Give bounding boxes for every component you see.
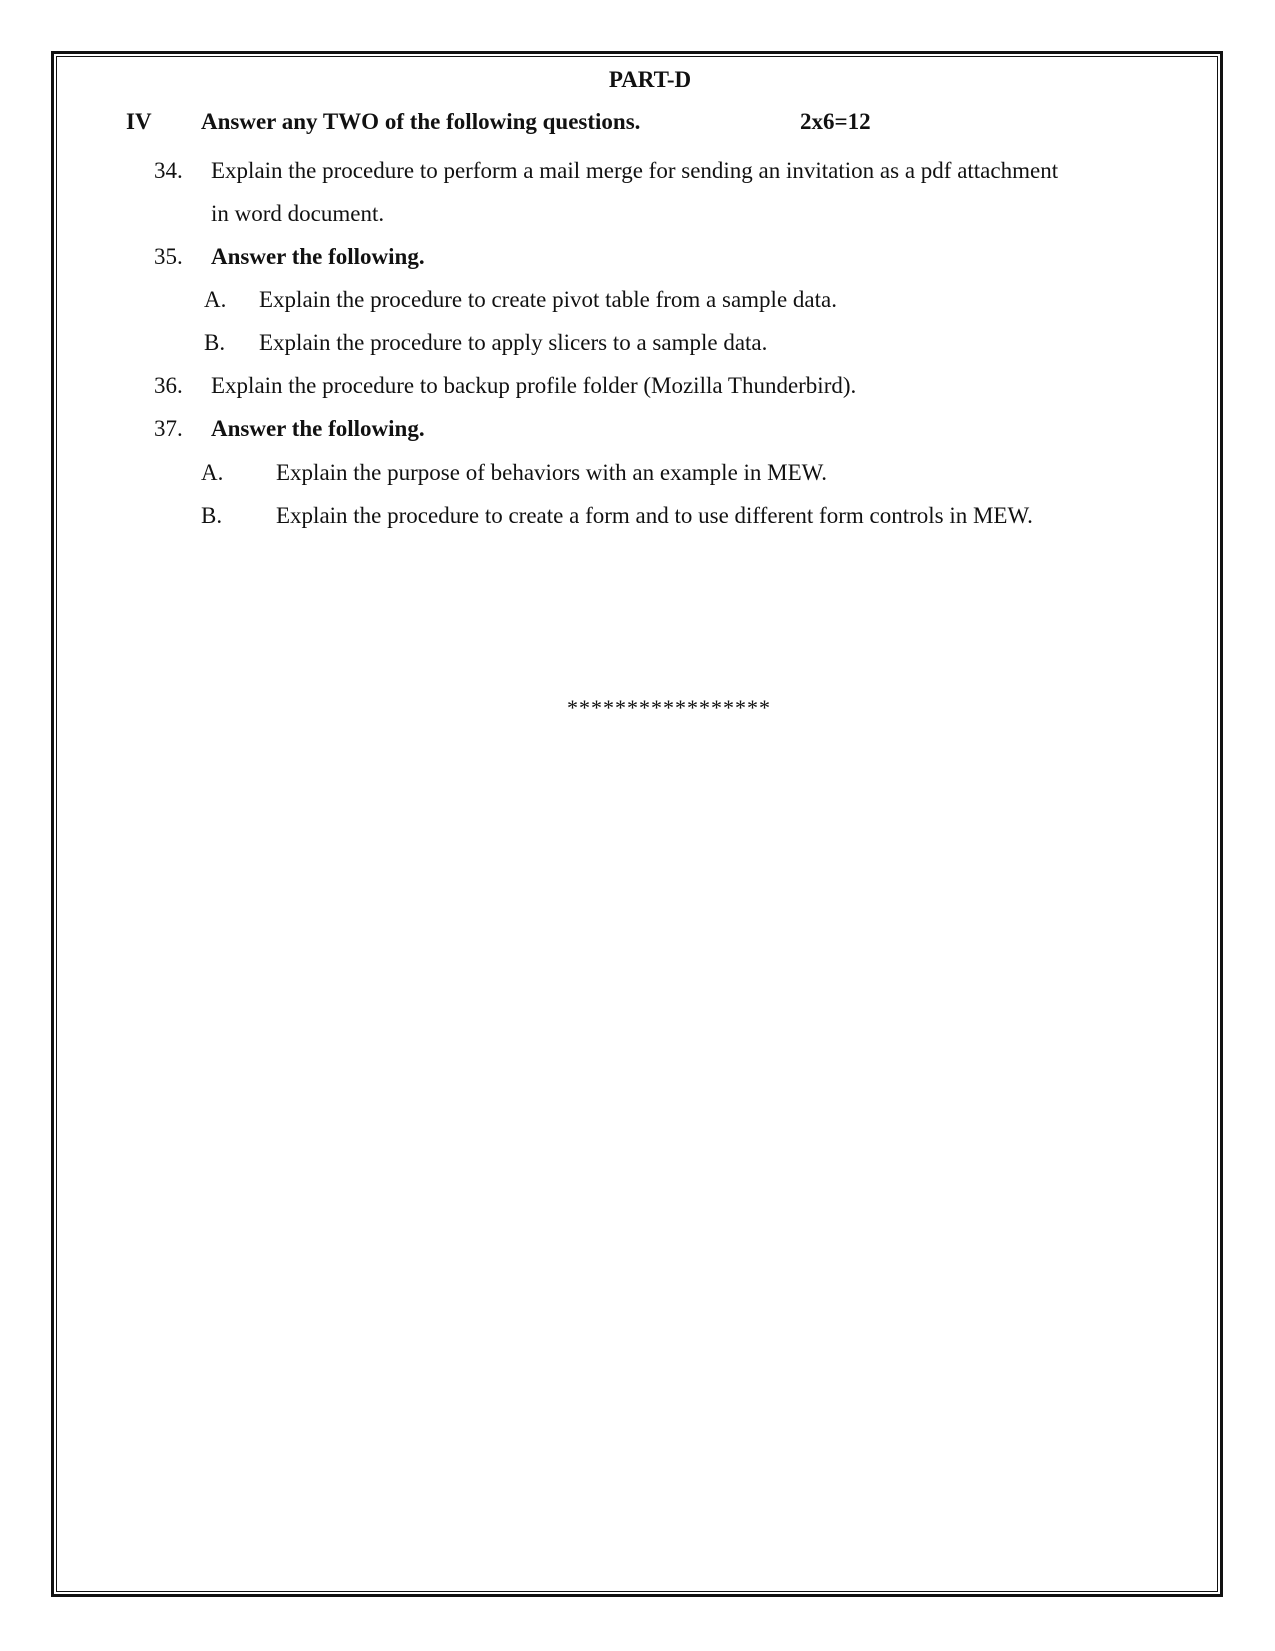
question-34-line-2: in word document. <box>211 201 385 226</box>
question-35-subpart-b-text: Explain the procedure to apply slicers to a sample data. <box>259 330 768 355</box>
question-number-36: 36. <box>154 373 183 398</box>
question-35-text: Answer the following. <box>211 244 425 269</box>
section-instruction: Answer any TWO of the following questions. <box>201 109 641 134</box>
question-number-35: 35. <box>154 244 183 269</box>
question-37-subpart-b-text: Explain the procedure to create a form and to use different form controls in MEW. <box>276 503 1033 528</box>
question-35-subpart-a-label: A. <box>204 287 227 312</box>
question-35-subpart-b-label: B. <box>204 330 226 355</box>
question-number-34: 34. <box>154 158 183 183</box>
part-title: PART-D <box>608 67 692 92</box>
question-35-subpart-a-text: Explain the procedure to create pivot table from a sample data. <box>259 287 837 312</box>
question-36-text: Explain the procedure to backup profile folder (Mozilla Thunderbird). <box>211 373 857 398</box>
question-number-37: 37. <box>154 416 183 441</box>
question-37-text: Answer the following. <box>211 416 425 441</box>
section-marks: 2x6=12 <box>800 109 871 134</box>
question-37-subpart-a-text: Explain the purpose of behaviors with an example in MEW. <box>276 460 828 485</box>
section-numeral: IV <box>126 109 152 134</box>
question-37-subpart-b-label: B. <box>201 503 223 528</box>
end-of-paper-marker: ***************** <box>567 695 771 720</box>
question-37-subpart-a-label: A. <box>201 460 224 485</box>
question-34-line-1: Explain the procedure to perform a mail merge for sending an invitation as a pdf attachment <box>211 158 1059 183</box>
